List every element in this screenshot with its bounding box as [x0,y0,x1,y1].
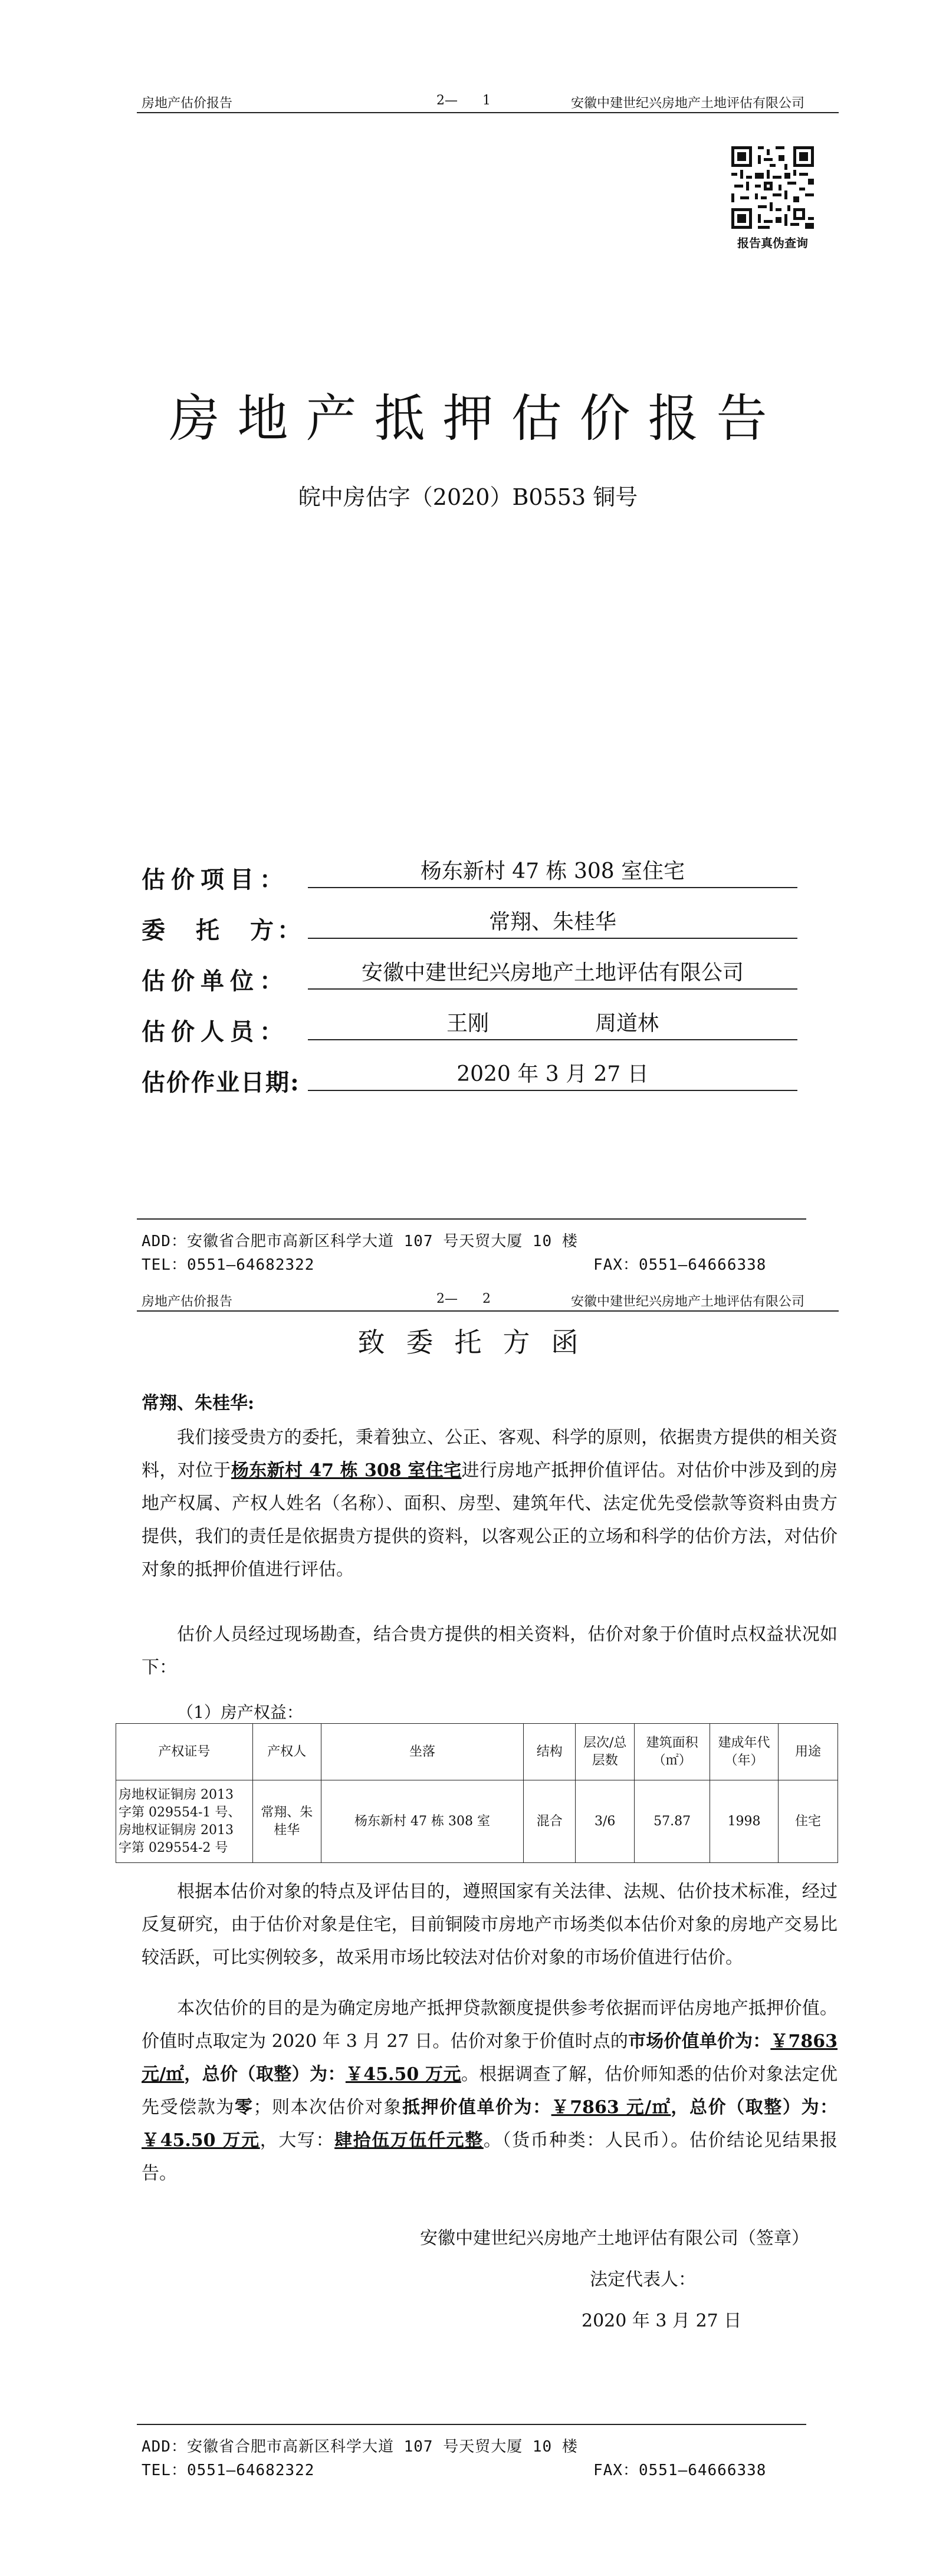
paragraph-text: 。（货币种类：人民币）。估价结论见结果报告。 [142,2130,838,2184]
footer-tel: TEL：0551—64682322 [142,2462,315,2479]
page-header-left: 房地产估价报告 [142,96,233,111]
table-header: 用途 [779,1724,838,1780]
market-unit-price: ￥7863 元/㎡ [142,2031,838,2085]
footer-address: ADD：安徽省合肥市高新区科学大道 107 号天贸大厦 10 楼 [142,1233,578,1250]
market-total-price: ￥45.50 万元 [345,2064,461,2085]
table-header: 建筑面积（㎡） [635,1724,710,1780]
table-cell: 杨东新村 47 栋 308 室 [321,1780,524,1863]
section-heading: （1）房产权益： [177,1703,303,1722]
mortgage-unit-price-label: 抵押价值单价为： [402,2097,551,2118]
field-label-work-date: 估价作业日期: [142,1069,300,1096]
field-value-appraiser-org: 安徽中建世纪兴房地产土地评估有限公司 [308,958,797,990]
table-cell: 住宅 [779,1780,838,1863]
letter-paragraph-1 [142,1421,838,1586]
market-total-label: ，总价（取整）为： [184,2064,346,2085]
field-label-appraisers: 估价人员： [142,1018,289,1046]
page-header-right: 安徽中建世纪兴房地产土地评估有限公司 [571,96,805,111]
table-header: 产权人 [252,1724,321,1780]
report-number: 皖中房估字（2020）B0553 铜号 [298,484,638,510]
table-cell: 57.87 [635,1780,710,1863]
table-header: 产权证号 [116,1724,253,1780]
qr-code-icon[interactable] [731,146,814,229]
footer-fax: FAX：0551—64666338 [593,2462,767,2479]
priority-payment: 零 [234,2097,254,2118]
table-cell: 常翔、朱桂华 [252,1780,321,1863]
footer-fax: FAX：0551—64666338 [593,1256,767,1274]
letter-title: 致委托方函 [357,1326,600,1358]
letter-salutation: 常翔、朱桂华: [142,1393,255,1414]
field-label-appraiser-org: 估价单位： [142,967,289,995]
qr-caption: 报告真伪查询 [737,236,808,250]
page-number: 2— 1 [436,93,491,108]
header-divider [137,112,839,113]
table-cell: 1998 [710,1780,779,1863]
letter-paragraph-3: 根据本估价对象的特点及评估目的，遵照国家有关法律、法规、估价技术标准，经过反复研究，由于估价对象是住宅，目前铜陵市房地产市场类似本估价对象的房地产交易比较活跃，可比实例较多，故采用市场比较法对估价对象的市场价值进行估价。 [142,1881,838,1968]
market-unit-price-label: 市场价值单价为： [628,2031,771,2052]
mortgage-total-price: ￥45.50 万元 [142,2130,260,2151]
letter-paragraph-2: 估价人员经过现场勘查，结合贵方提供的相关资料，估价对象于价值时点权益状况如下： [142,1624,838,1678]
table-header: 建成年代（年） [710,1724,779,1780]
table-header: 层次/总层数 [576,1724,635,1780]
field-label-project: 估价项目： [142,866,289,893]
signature-company: 安徽中建世纪兴房地产土地评估有限公司（签章） [420,2228,809,2249]
paragraph-text: 。根据调查了解，估价师知悉的估价对象法定优先受偿款为 [142,2064,838,2118]
field-value-client: 常翔、朱桂华 [308,907,797,939]
mortgage-unit-price: ￥7863 元/㎡ [551,2097,671,2118]
header-divider [137,1310,839,1312]
page-header-left: 房地产估价报告 [142,1294,233,1309]
footer-tel: TEL：0551—64682322 [142,1256,315,1274]
field-value-project: 杨东新村 47 栋 308 室住宅 [308,856,797,888]
letter-paragraph-4 [142,1992,838,2190]
page-header-right: 安徽中建世纪兴房地产土地评估有限公司 [571,1294,805,1309]
table-row [116,1780,838,1863]
signature-representative: 法定代表人： [590,2269,696,2290]
paragraph-text: ，大写： [260,2130,335,2151]
property-address: 杨东新村 47 栋 308 室住宅 [231,1460,462,1481]
table-header-row [116,1724,838,1780]
field-value-appraisers: 王刚 周道林 [308,1008,797,1040]
mortgage-total-label: ，总价（取整）为： [671,2097,838,2118]
page-number: 2— 2 [436,1292,491,1306]
table-cell: 3/6 [576,1780,635,1863]
footer-address: ADD：安徽省合肥市高新区科学大道 107 号天贸大厦 10 楼 [142,2438,578,2456]
field-value-work-date: 2020 年 3 月 27 日 [308,1059,797,1091]
footer-divider [137,2424,806,2425]
paragraph-text: 我们接受贵方的委托，秉着独立、公正、客观、科学的原则，依据贵方提供的相关资料，对位于 [142,1427,838,1481]
table-header: 结构 [524,1724,576,1780]
signature-date: 2020 年 3 月 27 日 [582,2311,742,2331]
paragraph-text: 进行房地产抵押价值评估。对估价中涉及到的房地产权属、产权人姓名（名称）、面积、房型、建筑年代、法定优先受偿款等资料由贵方提供，我们的责任是依据贵方提供的资料，以客观公正的立场和科学的估价方法，对估价对象的抵押价值进行评估。 [142,1460,838,1580]
table-cell: 混合 [524,1780,576,1863]
table-header: 坐落 [321,1724,524,1780]
paragraph-text: 本次估价的目的是为确定房地产抵押贷款额度提供参考依据而评估房地产抵押价值。价值时点取定为 2020 年 3 月 27 日。估价对象于价值时点的 [142,1998,838,2052]
property-rights-table [116,1723,838,1863]
table-cell: 房地权证铜房 2013 字第 029554-1 号、房地权证铜房 2013 字第 029554-2 号 [116,1780,253,1863]
field-label-client: 委 托 方： [142,916,304,944]
amount-in-words: 肆拾伍万伍仟元整 [334,2130,484,2151]
paragraph-text: ；则本次估价对象 [253,2097,403,2118]
report-title: 房地产抵押估价报告 [169,389,785,448]
footer-divider [137,1218,806,1220]
